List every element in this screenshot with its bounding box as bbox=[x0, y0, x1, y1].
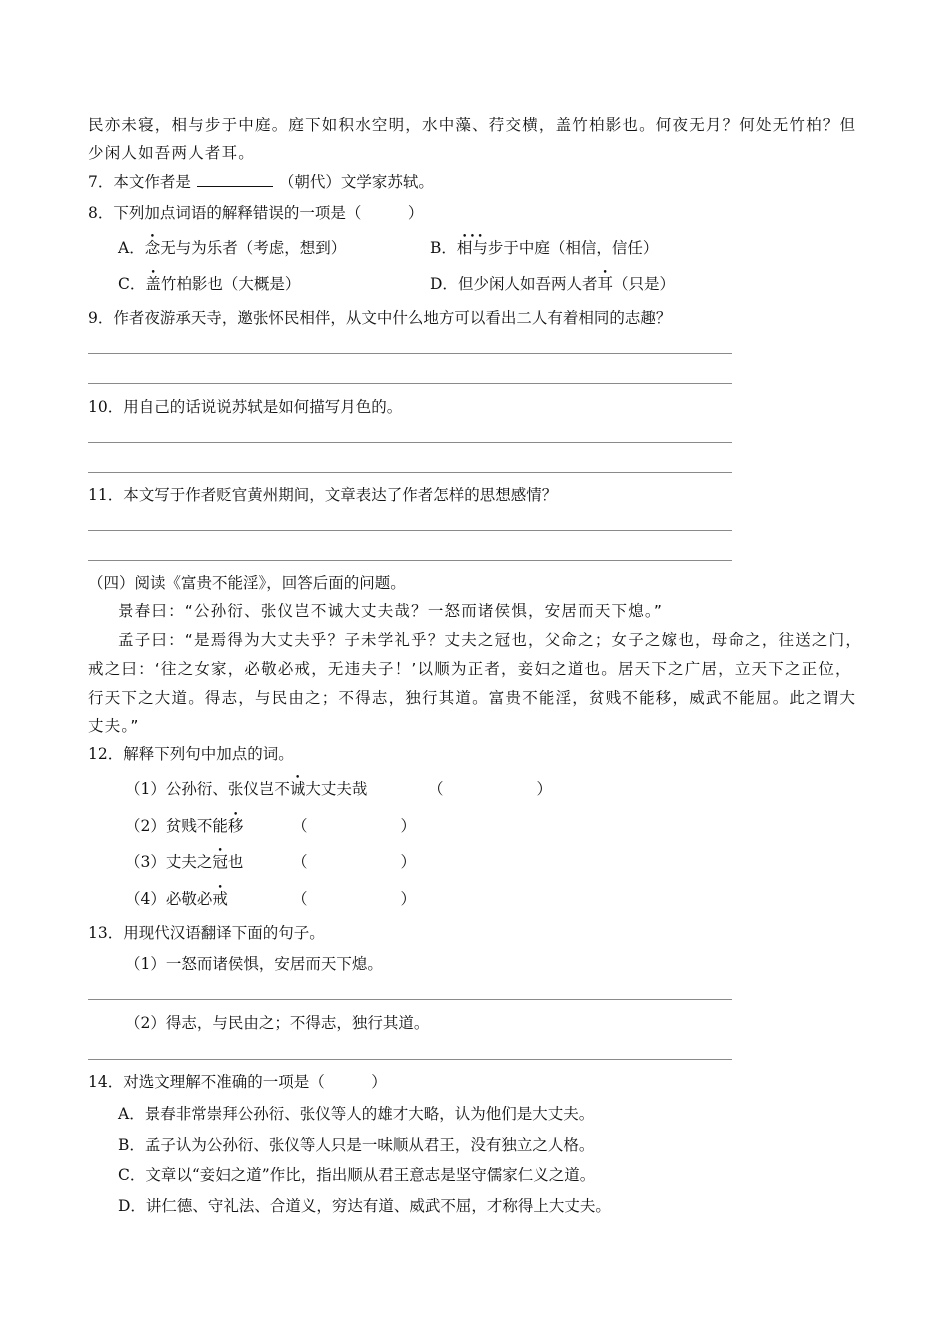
option-text: 步于中庭（相信，信任） bbox=[487, 239, 659, 257]
answer-line[interactable] bbox=[88, 1059, 732, 1060]
question-13-stem: 13．用现代汉语翻译下面的句子。 bbox=[88, 924, 325, 942]
dotted-word: 盖 bbox=[145, 275, 161, 293]
option-c: C．文章以“妾妇之道”作比，指出顺从君王意志是坚守儒家仁义之道。 bbox=[118, 1166, 596, 1184]
item-text: （3）丈夫之 bbox=[125, 853, 213, 871]
answer-line[interactable] bbox=[88, 530, 732, 531]
option-b: B．孟子认为公孙衍、张仪等人只是一味顺从君王，没有独立之人格。 bbox=[118, 1136, 595, 1154]
dotted-word: 耳 bbox=[597, 275, 613, 293]
passage-line: 民亦未寝，相与步于中庭。庭下如积水空明，水中藻、荇交横，盖竹柏影也。何夜无月？何处无竹柏？但 bbox=[88, 116, 857, 134]
answer-parens[interactable]: （ ） bbox=[292, 890, 417, 908]
answer-line[interactable] bbox=[88, 560, 732, 561]
answer-line[interactable] bbox=[88, 442, 732, 443]
option-label: B． bbox=[430, 239, 457, 257]
option-label: D． bbox=[430, 275, 458, 293]
q12-item-4 bbox=[125, 889, 228, 909]
question-12-stem: 12．解释下列句中加点的词。 bbox=[88, 745, 294, 763]
q12-item-1 bbox=[125, 779, 367, 799]
option-d bbox=[430, 274, 675, 294]
answer-blank[interactable] bbox=[197, 172, 273, 187]
item-text: （1）公孙衍、张仪岂不 bbox=[125, 780, 290, 798]
question-7-tail: （朝代）文学家苏轼。 bbox=[278, 173, 434, 191]
question-9-stem: 9．作者夜游承天寺，邀张怀民相伴，从文中什么地方可以看出二人有着相同的志趣？ bbox=[88, 309, 672, 327]
passage-line: 景春曰：“公孙衍、张仪岂不诚大丈夫哉？一怒而诸侯惧，安居而天下熄。” bbox=[118, 602, 664, 620]
passage-line: 少闲人如吾两人者耳。 bbox=[88, 144, 256, 162]
question-7-stem: 7．本文作者是 bbox=[88, 173, 191, 191]
option-text: 竹柏影也（大概是） bbox=[160, 275, 301, 293]
item-text: （2）贫贱不能 bbox=[125, 817, 228, 835]
dotted-word: 移 bbox=[227, 817, 244, 835]
item-text: （4）必敬必 bbox=[125, 890, 213, 908]
passage-line: 丈夫。” bbox=[88, 717, 140, 735]
option-d: D．讲仁德、守礼法、合道义，穷达有道、威武不屈，才称得上大丈夫。 bbox=[118, 1197, 611, 1215]
answer-parens[interactable]: （ ） bbox=[292, 817, 417, 835]
dotted-word: 诚 bbox=[289, 780, 306, 798]
option-c bbox=[118, 274, 300, 294]
q13-sentence-1: （1）一怒而诸侯惧，安居而天下熄。 bbox=[125, 955, 383, 973]
section-heading: （四）阅读《富贵不能淫》，回答后面的问题。 bbox=[88, 574, 406, 592]
question-11-stem: 11．本文写于作者贬官黄州期间，文章表达了作者怎样的思想感情？ bbox=[88, 486, 558, 504]
question-14-stem: 14．对选文理解不准确的一项是（ ） bbox=[88, 1073, 387, 1091]
q12-item-2 bbox=[125, 816, 243, 836]
option-text: 无与为乐者（考虑，想到） bbox=[160, 239, 347, 257]
option-text: （只是） bbox=[612, 275, 675, 293]
passage-line: 戒之曰：‘往之女家，必敬必戒，无违夫子！’以顺为正者，妾妇之道也。居天下之广居，立天下之正位， bbox=[88, 660, 852, 678]
passage-line: 行天下之大道。得志，与民由之；不得志，独行其道。富贵不能淫，贫贱不能移，威武不能屈。此之谓大 bbox=[88, 689, 857, 707]
item-text: 大丈夫哉 bbox=[305, 780, 368, 798]
q12-item-3 bbox=[125, 852, 243, 872]
dotted-word: 冠 bbox=[212, 853, 228, 871]
q13-sentence-2: （2）得志，与民由之；不得志，独行其道。 bbox=[125, 1014, 430, 1032]
dotted-word: 念 bbox=[144, 239, 161, 257]
dotted-word bbox=[457, 239, 488, 257]
option-label: C． bbox=[118, 275, 146, 293]
question-7 bbox=[88, 172, 434, 192]
question-8-stem: 8．下列加点词语的解释错误的一项是（ ） bbox=[88, 204, 424, 222]
answer-line[interactable] bbox=[88, 383, 732, 384]
answer-parens[interactable]: （ ） bbox=[428, 780, 553, 798]
answer-parens[interactable]: （ ） bbox=[292, 853, 417, 871]
option-a: A．景春非常崇拜公孙衍、张仪等人的雄才大略，认为他们是大丈夫。 bbox=[118, 1105, 595, 1123]
dotted-word: 戒 bbox=[212, 890, 228, 908]
dotted-char: 相 bbox=[456, 239, 473, 257]
answer-line[interactable] bbox=[88, 472, 732, 473]
option-b bbox=[430, 238, 658, 258]
question-10-stem: 10．用自己的话说说苏轼是如何描写月色的。 bbox=[88, 398, 403, 416]
option-label: A． bbox=[118, 239, 145, 257]
item-text: 也 bbox=[227, 853, 244, 871]
option-text: 但少闲人如吾两人者 bbox=[457, 275, 598, 293]
dotted-char: 与 bbox=[472, 239, 488, 257]
passage-line: 孟子曰：“是焉得为大丈夫乎？子未学礼乎？丈夫之冠也，父命之；女子之嫁也，母命之，往送之门， bbox=[118, 631, 863, 649]
answer-line[interactable] bbox=[88, 353, 732, 354]
option-a bbox=[118, 238, 346, 258]
answer-line[interactable] bbox=[88, 999, 732, 1000]
